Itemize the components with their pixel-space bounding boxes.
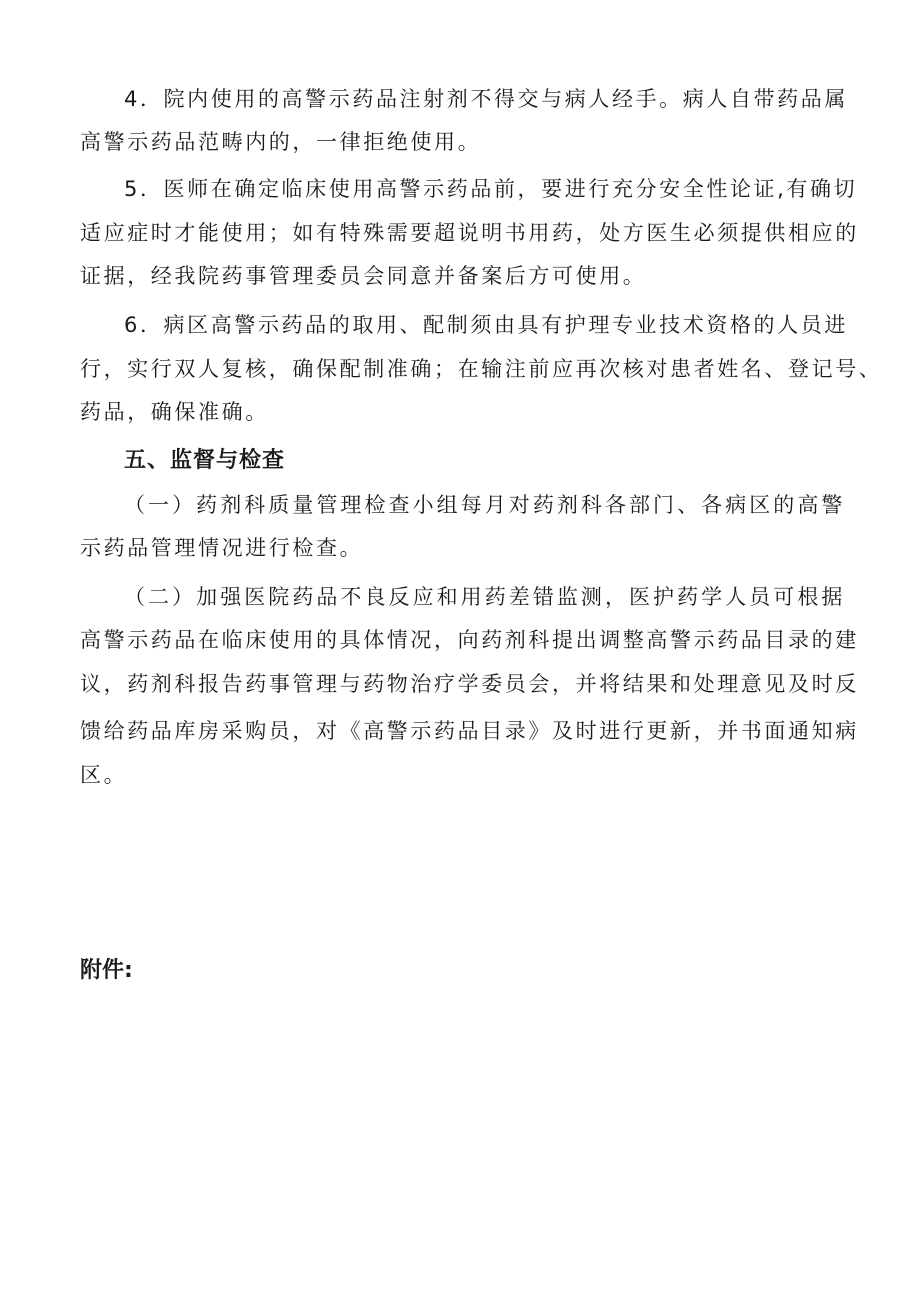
- item5-line2: 适应症时才能使用；如有特殊需要超说明书用药，处方医生必须提供相应的: [80, 221, 859, 245]
- item6-line3: 药品，确保准确。: [80, 400, 269, 424]
- item6-line2: 行，实行双人复核，确保配制准确；在输注前应再次核对患者姓名、登记号、: [80, 357, 883, 381]
- attachment-label: 附件:: [80, 958, 133, 983]
- section5-para1-line2: 示药品管理情况进行检查。: [80, 536, 364, 560]
- item4-line1: 4．院内使用的高警示药品注射剂不得交与病人经手。病人自带药品属: [124, 87, 848, 111]
- item6-line1: 6．病区高警示药品的取用、配制须由具有护理专业技术资格的人员进: [124, 313, 848, 337]
- item4-line2: 高警示药品范畴内的，一律拒绝使用。: [80, 130, 482, 154]
- section-heading: 五、监督与检查: [124, 448, 286, 473]
- item5-line3: 证据，经我院药事管理委员会同意并备案后方可使用。: [80, 264, 647, 288]
- section5-para2-line2: 高警示药品在临床使用的具体情况，向药剂科提出调整高警示药品目录的建: [80, 628, 859, 652]
- section5-para2-line4: 馈给药品库房采购员，对《高警示药品目录》及时进行更新，并书面通知病: [80, 719, 859, 743]
- item5-line1: 5．医师在确定临床使用高警示药品前，要进行充分安全性论证,有确切: [124, 177, 858, 201]
- section5-para2-line3: 议，药剂科报告药事管理与药物治疗学委员会，并将结果和处理意见及时反: [80, 672, 859, 696]
- section5-para2-line1: （二）加强医院药品不良反应和用药差错监测，医护药学人员可根据: [124, 585, 845, 609]
- section5-para2-line5: 区。: [80, 763, 128, 787]
- section5-para1-line1: （一）药剂科质量管理检查小组每月对药剂科各部门、各病区的高警: [124, 493, 845, 517]
